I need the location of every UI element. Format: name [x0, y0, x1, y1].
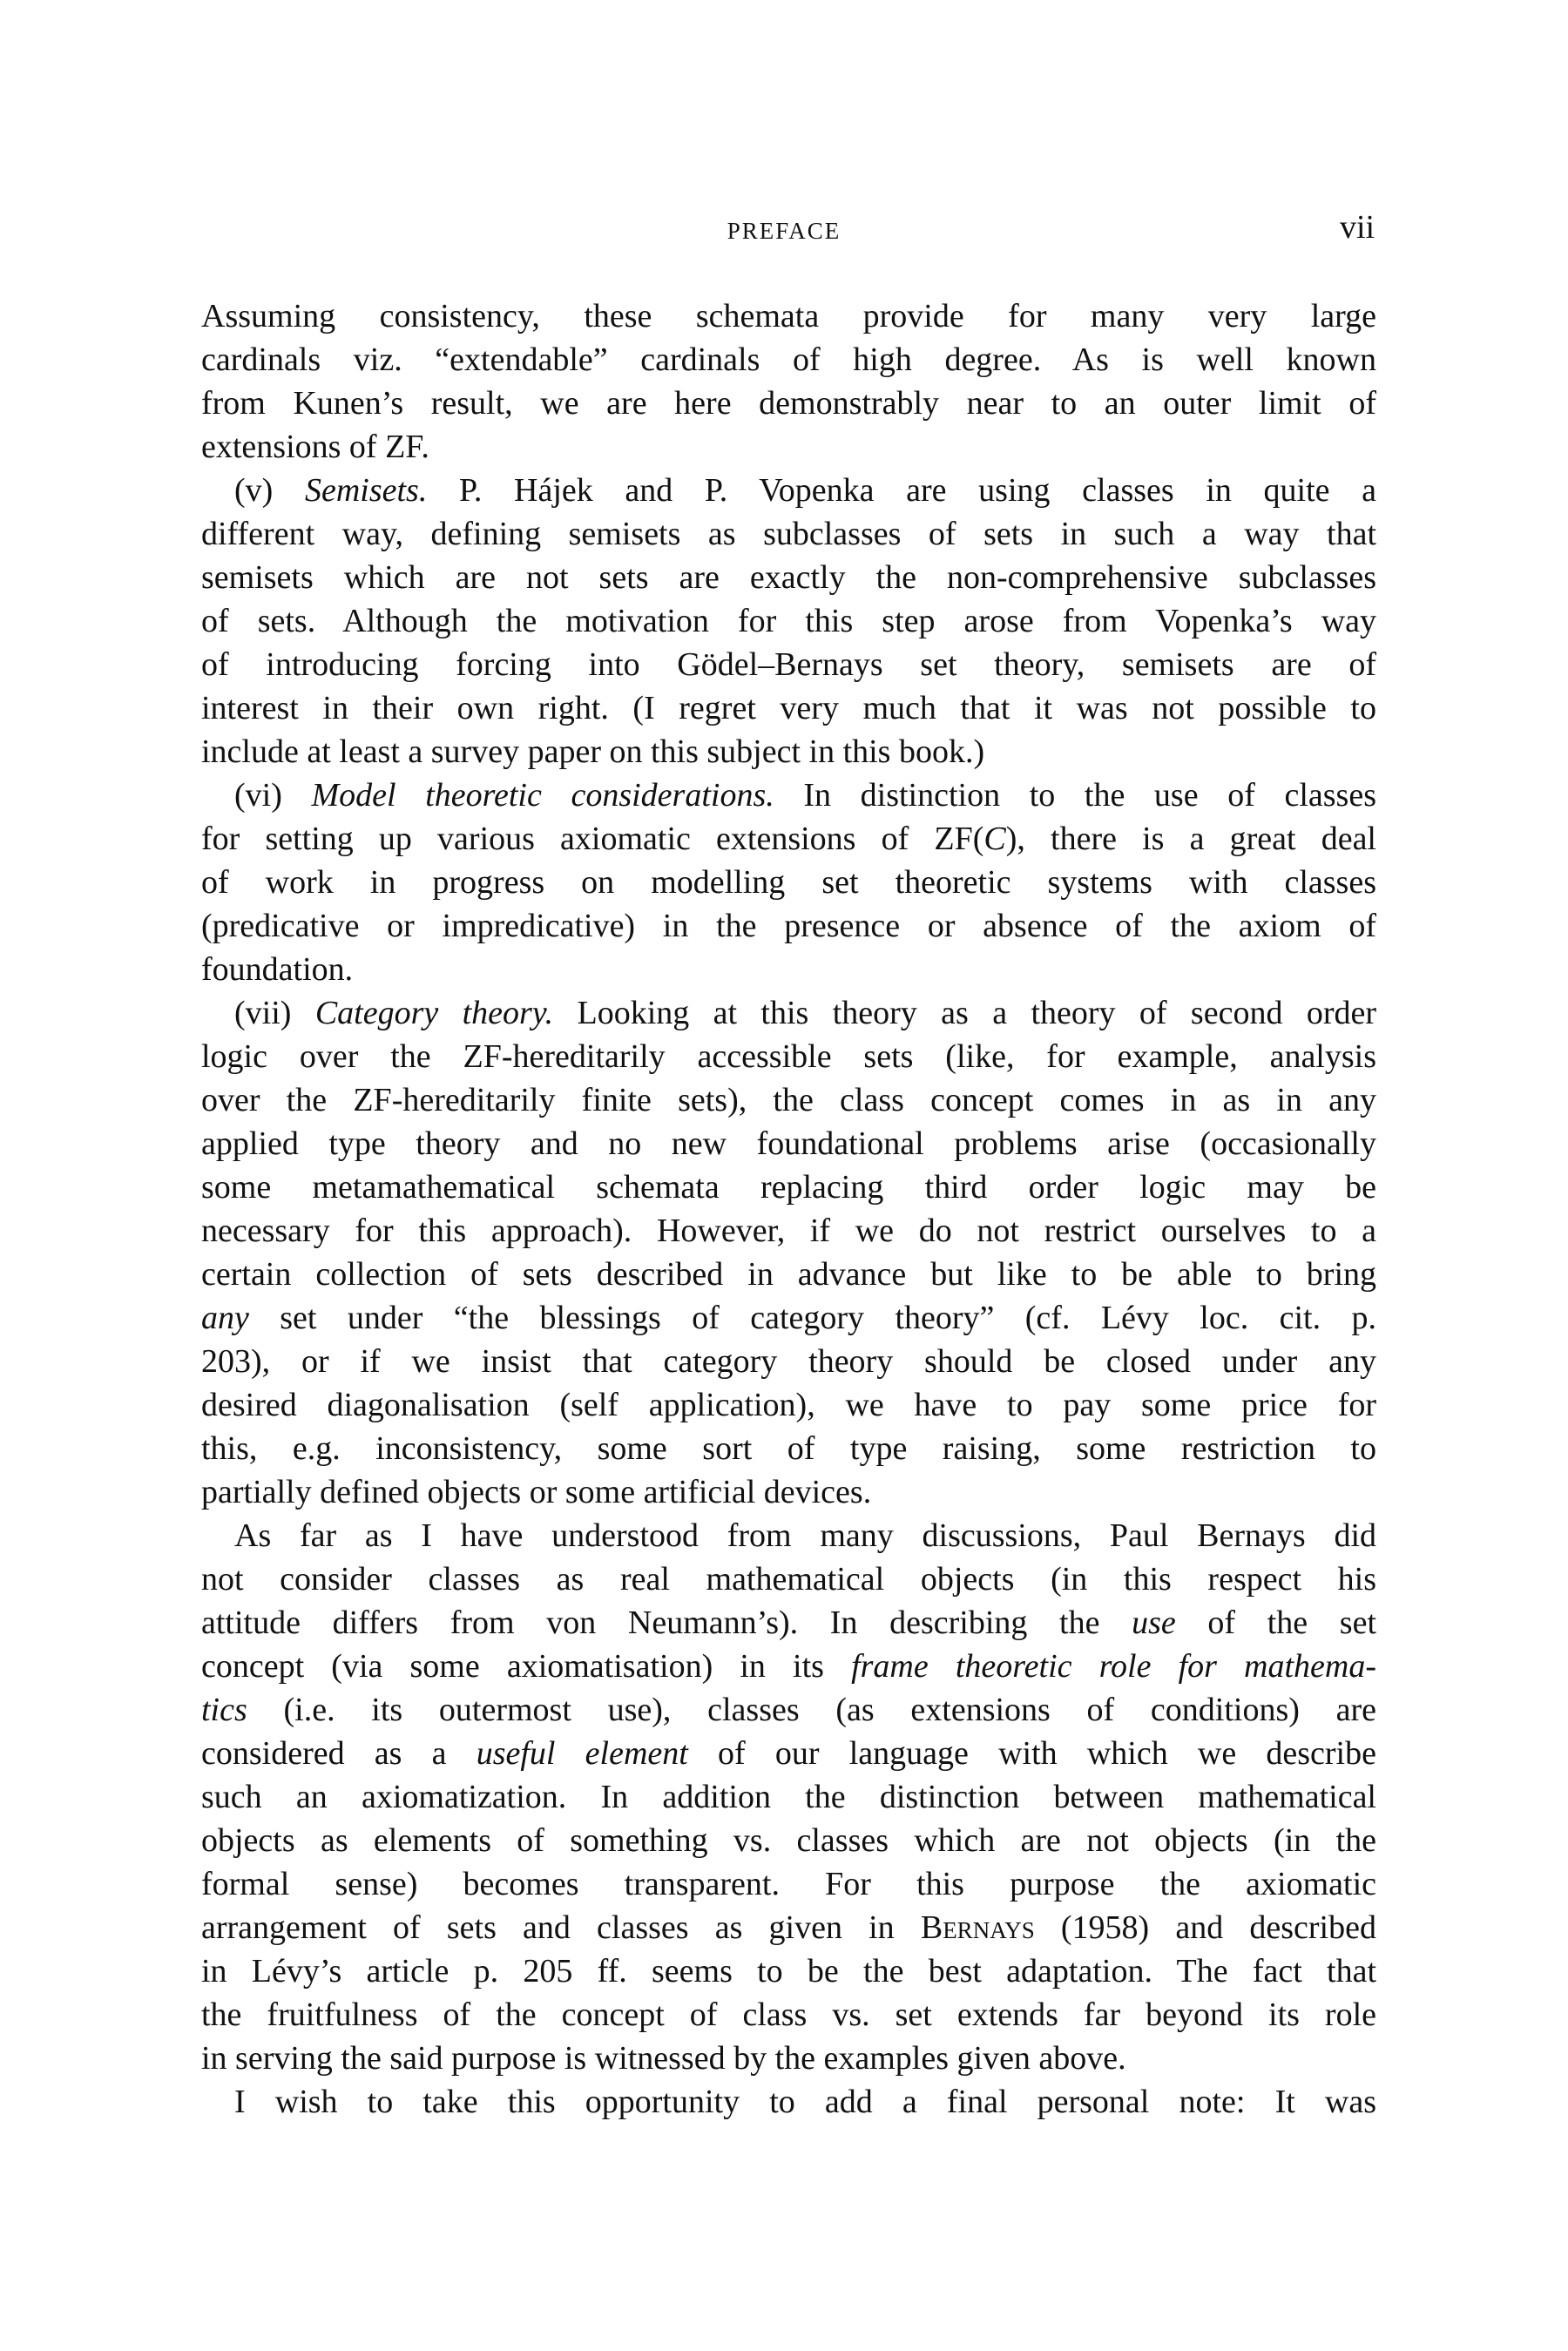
text-run: (vi) [234, 777, 312, 814]
text-run: (i.e. its outermost use), classes (as extensions of conditions) are [247, 1692, 1376, 1728]
text-line [201, 469, 1376, 512]
text-run: arrangement of sets and classes as given in [201, 1909, 921, 1946]
text-line [201, 904, 1376, 948]
italic-text: any [201, 1300, 249, 1336]
text-run: (v) [234, 472, 305, 509]
text-run: necessary for this approach). However, if we do not restrict ourselves to a [201, 1213, 1376, 1249]
text-line [201, 2037, 1376, 2080]
text-line [201, 1732, 1376, 1775]
text-line [201, 643, 1376, 686]
text-run: As far as I have understood from many discussions, Paul Bernays did [234, 1517, 1376, 1554]
text-line [201, 599, 1376, 643]
text-run: formal sense) becomes transparent. For this purpose the axiomatic [201, 1866, 1376, 1902]
text-run: such an axiomatization. In addition the distinction between mathematical [201, 1779, 1376, 1815]
text-run: desired diagonalisation (self application), we have to pay some price for [201, 1387, 1376, 1423]
italic-text: Model theoretic considerations. [311, 777, 774, 814]
text-run: foundation. [201, 951, 354, 988]
text-run: partially defined objects or some artificial devices. [201, 1474, 872, 1510]
text-line [201, 1514, 1376, 1557]
text-run: Looking at this theory as a theory of second order [553, 995, 1376, 1031]
text-run: of sets. Although the motivation for this step arose from Vopenka’s way [201, 603, 1376, 639]
text-run: not consider classes as real mathematical objects (in this respect his [201, 1561, 1376, 1598]
text-line [201, 1862, 1376, 1906]
text-line [201, 382, 1376, 425]
text-line [201, 512, 1376, 556]
text-run: cardinals viz. “extendable” cardinals of high degree. As is well known [201, 341, 1376, 378]
text-line [201, 1775, 1376, 1819]
text-line [201, 1122, 1376, 1165]
text-run: include at least a survey paper on this subject in this book.) [201, 733, 985, 770]
text-line [201, 1993, 1376, 2037]
page-number: vii [1340, 209, 1375, 246]
text-run: of introducing forcing into Gödel–Bernays set theory, semisets are of [201, 646, 1376, 683]
text-run: in serving the said purpose is witnessed by the examples given above. [201, 2040, 1126, 2077]
text-run: objects as elements of something vs. classes which are not objects (in the [201, 1822, 1376, 1859]
text-line [201, 1470, 1376, 1514]
text-run: (1958) and described [1034, 1909, 1376, 1946]
text-line [201, 686, 1376, 730]
text-line [201, 2080, 1376, 2124]
text-run: extensions of ZF. [201, 429, 429, 465]
text-run: (vii) [234, 995, 315, 1031]
text-run: of our language with which we describe [687, 1735, 1376, 1772]
text-line [201, 1906, 1376, 1949]
text-line [201, 861, 1376, 904]
running-head [0, 209, 1568, 248]
text-line [201, 1035, 1376, 1078]
text-line [201, 1949, 1376, 1993]
text-run: I wish to take this opportunity to add a final personal note: It was [234, 2084, 1376, 2120]
text-line [201, 1557, 1376, 1601]
text-run: the fruitfulness of the concept of class vs. set extends far beyond its role [201, 1996, 1376, 2033]
text-line [201, 1427, 1376, 1470]
text-line [201, 1340, 1376, 1383]
italic-text: Semisets. [304, 472, 428, 509]
italic-text: useful element [476, 1735, 688, 1772]
body-text [201, 294, 1376, 2124]
text-line [201, 1253, 1376, 1296]
running-head-title: PREFACE [727, 218, 841, 244]
text-run: 203), or if we insist that category theory should be closed under any [201, 1343, 1376, 1380]
text-line [201, 1209, 1376, 1253]
text-line [201, 730, 1376, 774]
text-line [201, 1819, 1376, 1862]
text-run: logic over the ZF-hereditarily accessible sets (like, for example, analysis [201, 1038, 1376, 1075]
text-run: in Lévy’s article p. 205 ff. seems to be the best adaptation. The fact that [201, 1953, 1376, 1990]
text-run: from Kunen’s result, we are here demonstrably near to an outer limit of [201, 385, 1376, 422]
text-run: considered as a [201, 1735, 476, 1772]
text-run: for setting up various axiomatic extensions of ZF( [201, 821, 984, 857]
italic-text: C [983, 821, 1006, 857]
italic-text: tics [201, 1692, 247, 1728]
text-run: applied type theory and no new foundational problems arise (occasionally [201, 1125, 1376, 1162]
text-line [201, 1601, 1376, 1645]
italic-text: use [1132, 1604, 1176, 1641]
text-line [201, 294, 1376, 338]
text-run: some metamathematical schemata replacing third order logic may be [201, 1169, 1376, 1206]
text-run: attitude differs from von Neumann’s). In describing the [201, 1604, 1132, 1641]
text-run: over the ZF-hereditarily finite sets), the class concept comes in as in any [201, 1082, 1376, 1118]
text-run: certain collection of sets described in advance but like to be able to bring [201, 1256, 1376, 1293]
text-line [201, 991, 1376, 1035]
text-run: Assuming consistency, these schemata provide for many very large [201, 298, 1376, 334]
text-run: this, e.g. inconsistency, some sort of type raising, some restriction to [201, 1430, 1376, 1467]
text-line [201, 1688, 1376, 1732]
text-run: set under “the blessings of category theory” (cf. Lévy loc. cit. p. [248, 1300, 1376, 1336]
text-line [201, 817, 1376, 861]
text-run: different way, defining semisets as subclasses of sets in such a way that [201, 516, 1376, 552]
text-line [201, 425, 1376, 469]
text-line [201, 1383, 1376, 1427]
text-run: of work in progress on modelling set theoretic systems with classes [201, 864, 1376, 901]
text-line [201, 556, 1376, 599]
text-line [201, 1165, 1376, 1209]
text-run: In distinction to the use of classes [774, 777, 1376, 814]
text-run: semisets which are not sets are exactly the non-comprehensive subclasses [201, 559, 1376, 596]
text-line [201, 948, 1376, 991]
text-line [201, 1645, 1376, 1688]
text-run: ), there is a great deal [1005, 821, 1376, 857]
text-line [201, 338, 1376, 382]
text-run: concept (via some axiomatisation) in its [201, 1648, 852, 1685]
small-caps-text: Bernays [920, 1909, 1035, 1946]
italic-text: Category theory. [314, 995, 554, 1031]
text-line [201, 1078, 1376, 1122]
text-run: interest in their own right. (I regret very much that it was not possible to [201, 690, 1376, 726]
text-run: (predicative or impredicative) in the presence or absence of the axiom of [201, 908, 1376, 944]
text-line [201, 1296, 1376, 1340]
italic-text: frame theoretic role for mathema- [851, 1648, 1376, 1685]
text-line [201, 774, 1376, 817]
text-run: P. Hájek and P. Vopenka are using classes in quite a [427, 472, 1376, 509]
text-run: of the set [1175, 1604, 1376, 1641]
